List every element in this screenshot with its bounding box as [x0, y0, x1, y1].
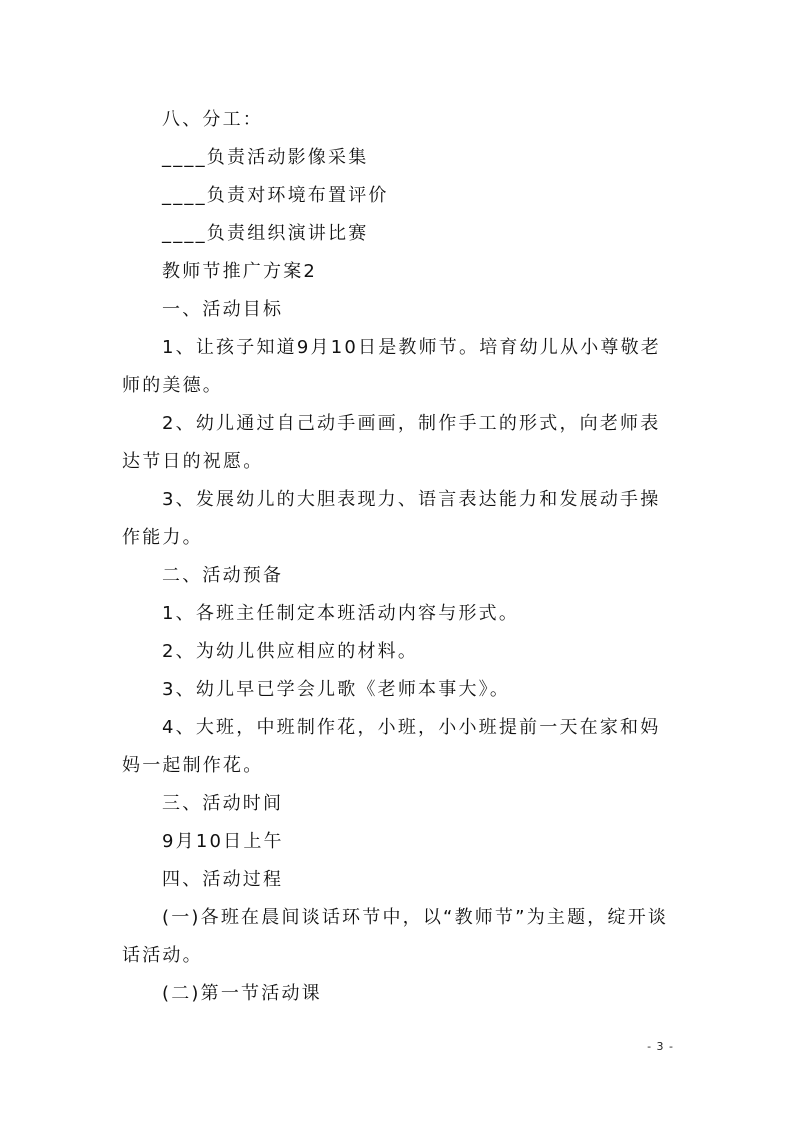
- paragraph: 2、为幼儿供应相应的材料。: [162, 641, 419, 662]
- section-heading-process: 四、活动过程: [162, 869, 284, 890]
- paragraph: 1、各班主任制定本班活动内容与形式。: [162, 603, 520, 624]
- paragraph: 3、发展幼儿的大胆表现力、语言表达能力和发展动手操作能力。: [122, 489, 661, 548]
- list-item: ____负责活动影像采集: [162, 147, 369, 168]
- paragraph: 3、幼儿早已学会儿歌《老师本事大》。: [162, 679, 511, 700]
- section-heading-division: 八、分工：: [162, 109, 263, 130]
- paragraph: (一)各班在晨间谈话环节中，以“教师节”为主题，绽开谈话活动。: [122, 907, 669, 966]
- list-item: ____负责组织演讲比赛: [162, 223, 369, 244]
- paragraph: (二)第一节活动课: [162, 983, 322, 1004]
- section-heading-preparation: 二、活动预备: [162, 565, 284, 586]
- list-item: ____负责对环境布置评价: [162, 185, 389, 206]
- paragraph: 1、让孩子知道9月10日是教师节。培育幼儿从小尊敬老师的美德。: [122, 337, 662, 396]
- paragraph: 4、大班，中班制作花，小班，小小班提前一天在家和妈妈一起制作花。: [122, 717, 661, 776]
- paragraph: 9月10日上午: [162, 831, 284, 852]
- document-title: 教师节推广方案2: [162, 261, 318, 282]
- document-body: [122, 101, 674, 1013]
- page-number: - 3 -: [647, 1040, 674, 1053]
- section-heading-goals: 一、活动目标: [162, 299, 284, 320]
- section-heading-time: 三、活动时间: [162, 793, 284, 814]
- paragraph: 2、幼儿通过自己动手画画，制作手工的形式，向老师表达节日的祝愿。: [122, 413, 661, 472]
